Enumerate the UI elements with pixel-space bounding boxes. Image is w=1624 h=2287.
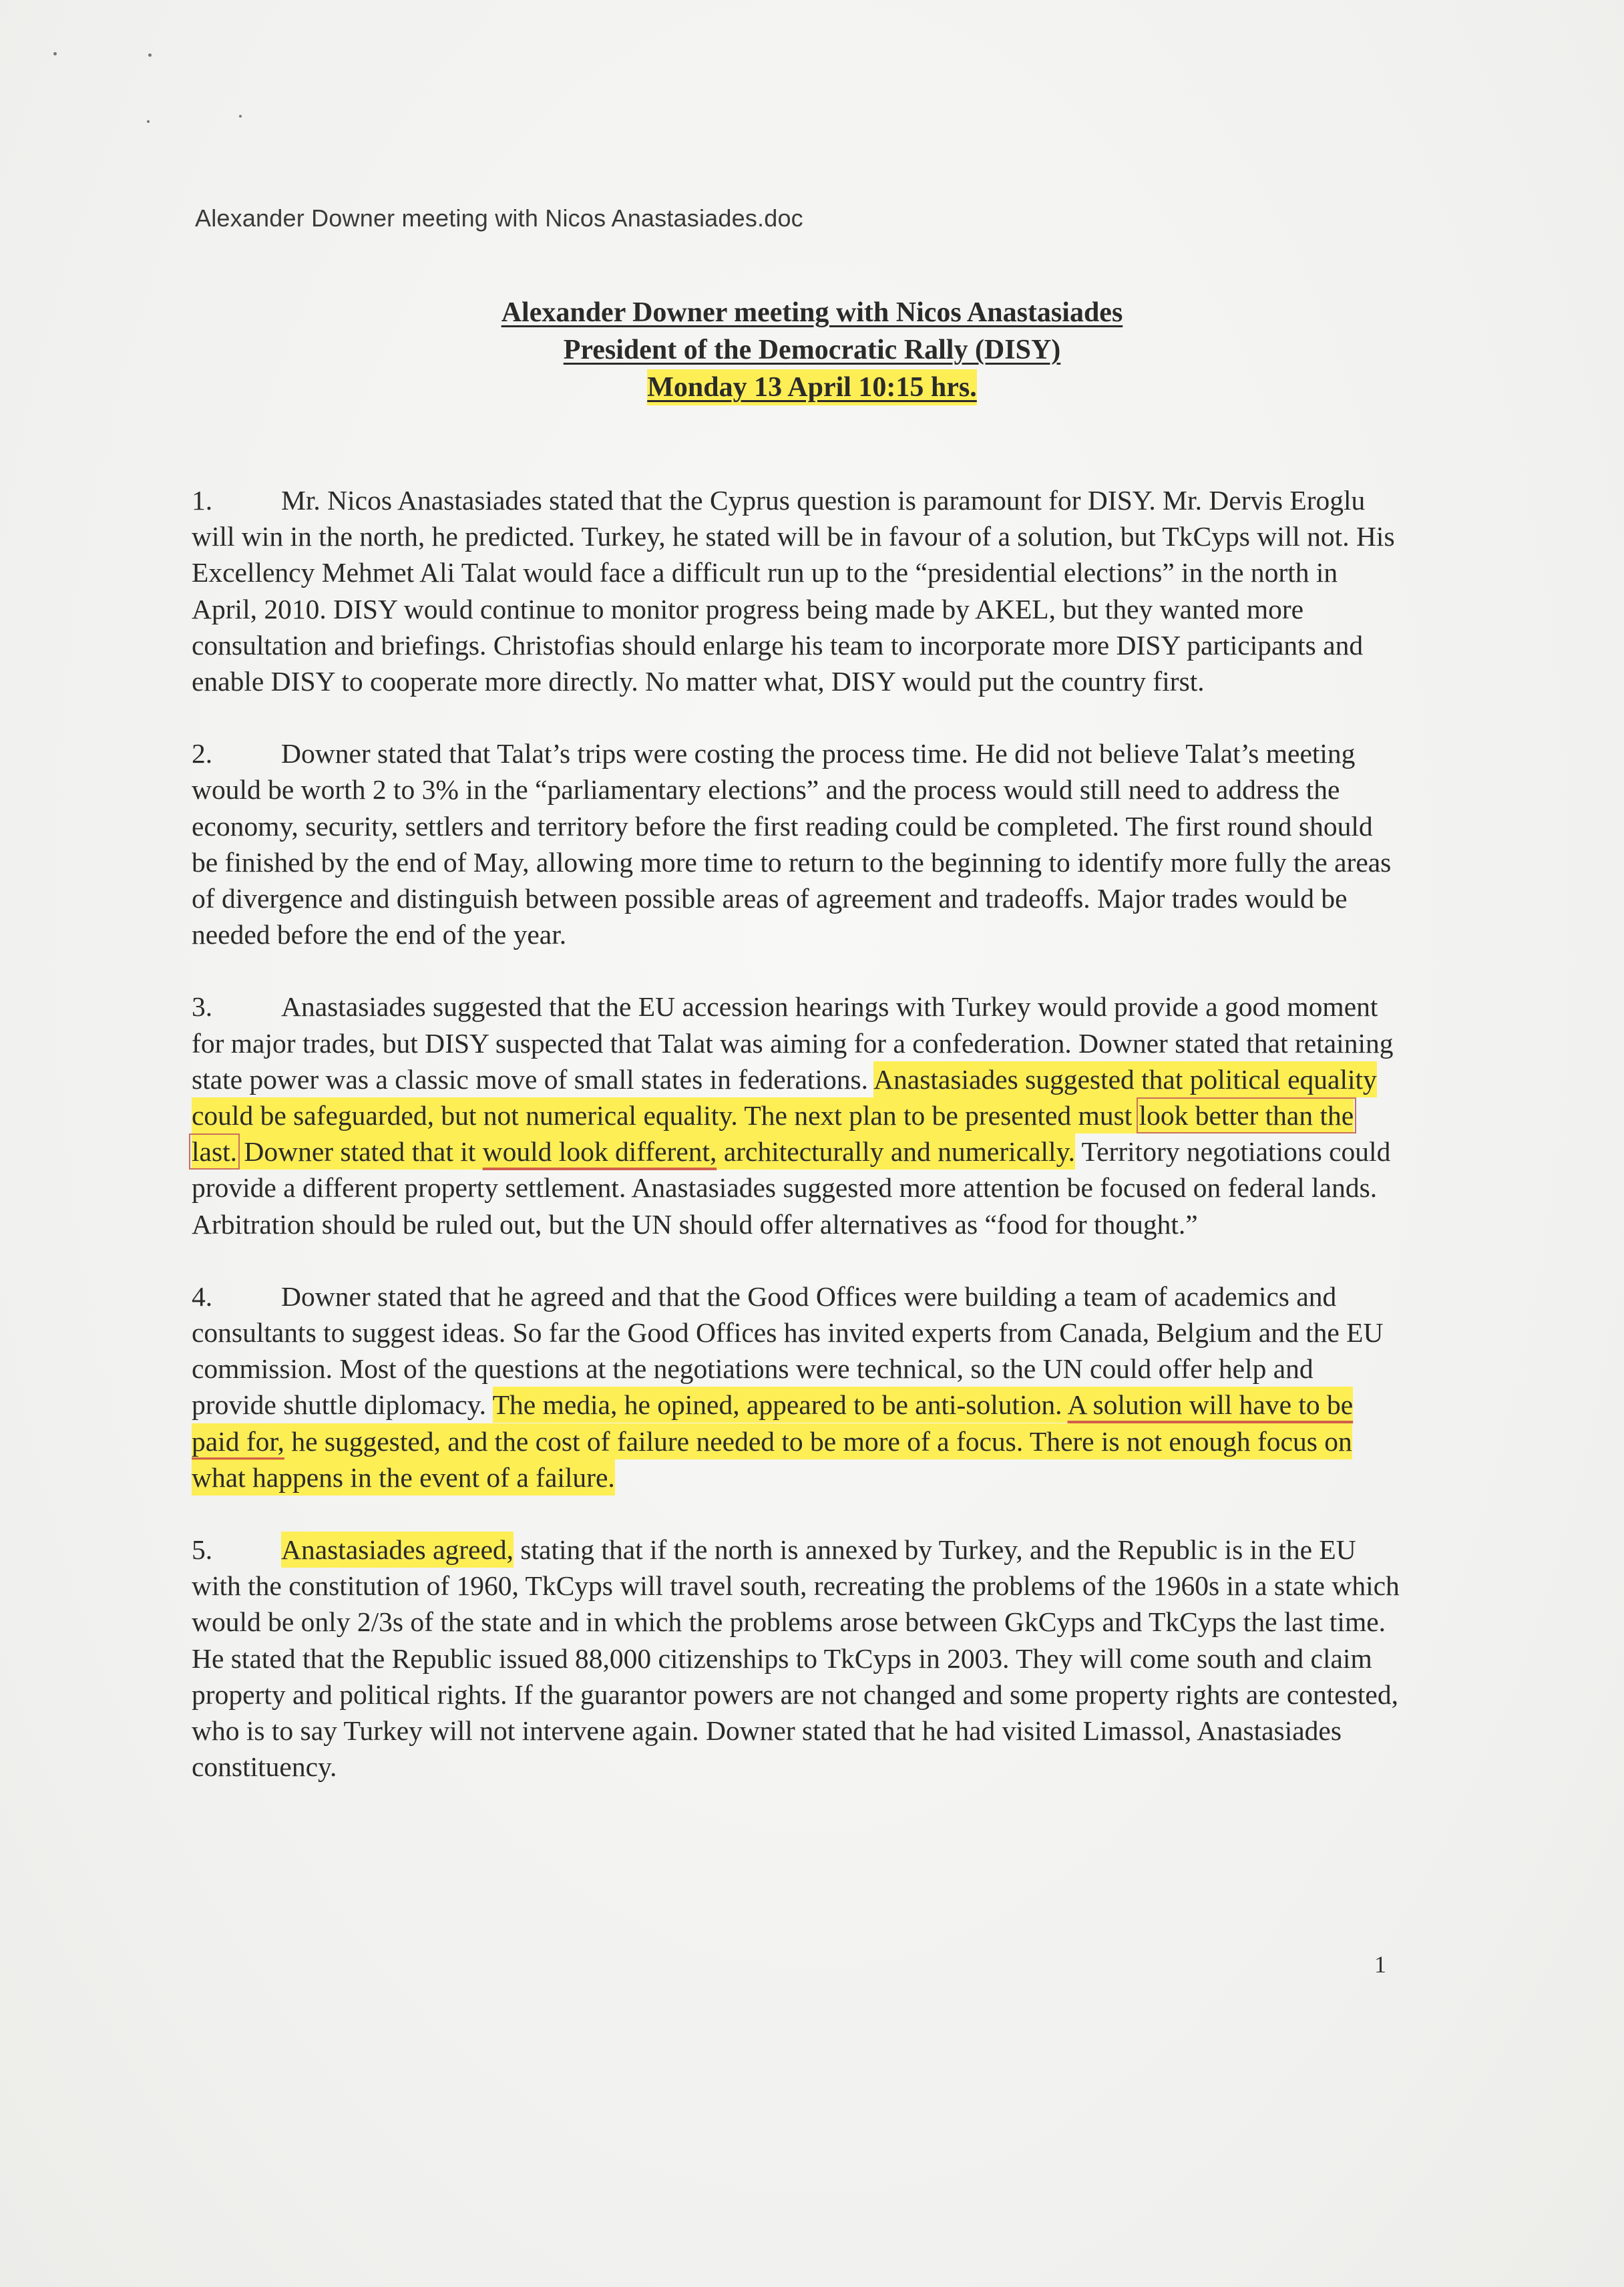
- highlighted-text: Anastasiades agreed,: [281, 1534, 514, 1566]
- paragraph-3: [192, 989, 1400, 1242]
- title-text-2: President of the Democratic Rally (DISY): [563, 335, 1061, 365]
- underlined-highlighted-text: A solution will have to be paid for,: [192, 1389, 1354, 1457]
- highlighted-text: architecturally and numerically.: [717, 1136, 1075, 1168]
- paragraph-number: 4.: [192, 1280, 213, 1312]
- title-line-1: [0, 294, 1624, 331]
- highlighted-text: The media, he opined, appeared to be anti-solution.: [492, 1389, 1068, 1421]
- scan-speck: [53, 52, 57, 55]
- paragraph-number: 3.: [192, 991, 213, 1023]
- highlighted-text: Downer stated that it: [237, 1136, 483, 1168]
- title-line-2: [0, 331, 1624, 369]
- highlighted-text: he suggested, and the cost of failure needed to be more of a focus. There is not enough focus on what happens in the event of a failure.: [192, 1425, 1352, 1493]
- paragraph-text: Mr. Nicos Anastasiades stated that the Cyprus question is paramount for DISY. Mr. Dervis Eroglu will win in the north, he predicted. Turkey, he stated will be in favour of a solution, but TkCyps will not. His Excellency Mehmet Ali Talat would face a difficult run up to the “presidential elections” in the north in April, 2010. DISY would continue to monitor progress being made by AKEL, but they wanted more consultation and briefings. Christofias should enlarge his team to incorporate more DISY participants and enable DISY to cooperate more directly. No matter what, DISY would put the country first.: [192, 485, 1395, 697]
- scan-speck: [147, 120, 150, 123]
- title-line-3: [0, 369, 1624, 406]
- paragraph-2: [192, 735, 1400, 952]
- paragraph-5: [192, 1532, 1400, 1785]
- file-name-header: Alexander Downer meeting with Nicos Anastasiades.doc: [195, 204, 803, 232]
- title-text-1: Alexander Downer meeting with Nicos Anastasiades: [501, 297, 1123, 328]
- paragraph-number: 1.: [192, 485, 213, 516]
- paragraph-number: 5.: [192, 1534, 213, 1566]
- paragraph-4: [192, 1278, 1400, 1496]
- paragraph-text: Downer stated that he agreed and that the Good Offices were building a team of academics and consultants to suggest ideas. So far the Good Offices has invited experts from Canada, Belgium and the EU commission. Most of the questions at the negotiations were technical, so the UN could offer help and provide shuttle diplomacy.: [192, 1280, 1384, 1421]
- paragraph-text: stating that if the north is annexed by Turkey, and the Republic is in the EU with the constitution of 1960, TkCyps will travel south, recreating the problems of the 1960s in a state which would be only 2/3s of the state and in which the problems arose between GkCyps and TkCyps the last time. He stated that the Republic issued 88,000 citizenships to TkCyps in 2003. They will come south and claim property and political rights. If the guarantor powers are not changed and some property rights are contested, who is to say Turkey will not intervene again. Downer stated that he had visited Limassol, Anastasiades constituency.: [192, 1534, 1400, 1783]
- scan-speck: [148, 53, 152, 57]
- title-date-highlighted: Monday 13 April 10:15 hrs.: [647, 372, 977, 403]
- document-title: [0, 294, 1624, 406]
- highlighted-text: Anastasiades suggested that political equality could be safeguarded, but not numerical equality. The next plan to be presented must: [192, 1063, 1377, 1131]
- paragraph-text: Territory negotiations could provide a different property settlement. Anastasiades suggested more attention be focused on federal lands. Arbitration should be ruled out, but the UN should offer alternatives as “food for thought.”: [192, 1136, 1391, 1240]
- scan-speck: [239, 115, 242, 118]
- paragraph-1: [192, 482, 1400, 699]
- paragraph-text: Anastasiades suggested that the EU accession hearings with Turkey would provide a good moment for major trades, but DISY suspected that Talat was aiming for a confederation. Downer stated that retaining state power was a classic move of small states in federations.: [192, 991, 1394, 1095]
- underlined-highlighted-text: would look different,: [482, 1136, 717, 1168]
- paragraph-text: Downer stated that Talat’s trips were costing the process time. He did not believe Talat’s meeting would be worth 2 to 3% in the “parliamentary elections” and the process would still need to address the economy, security, settlers and territory before the first reading could be completed. The first round should be finished by the end of May, allowing more time to return to the beginning to identify more fully the areas of divergence and distinguish between possible areas of agreement and tradeoffs. Major trades would be needed before the end of the year.: [192, 738, 1392, 950]
- page-number: 1: [1374, 1951, 1386, 1978]
- boxed-highlighted-text: look better than the last.: [192, 1100, 1354, 1168]
- memo-body: [192, 482, 1400, 1821]
- paragraph-number: 2.: [192, 738, 213, 769]
